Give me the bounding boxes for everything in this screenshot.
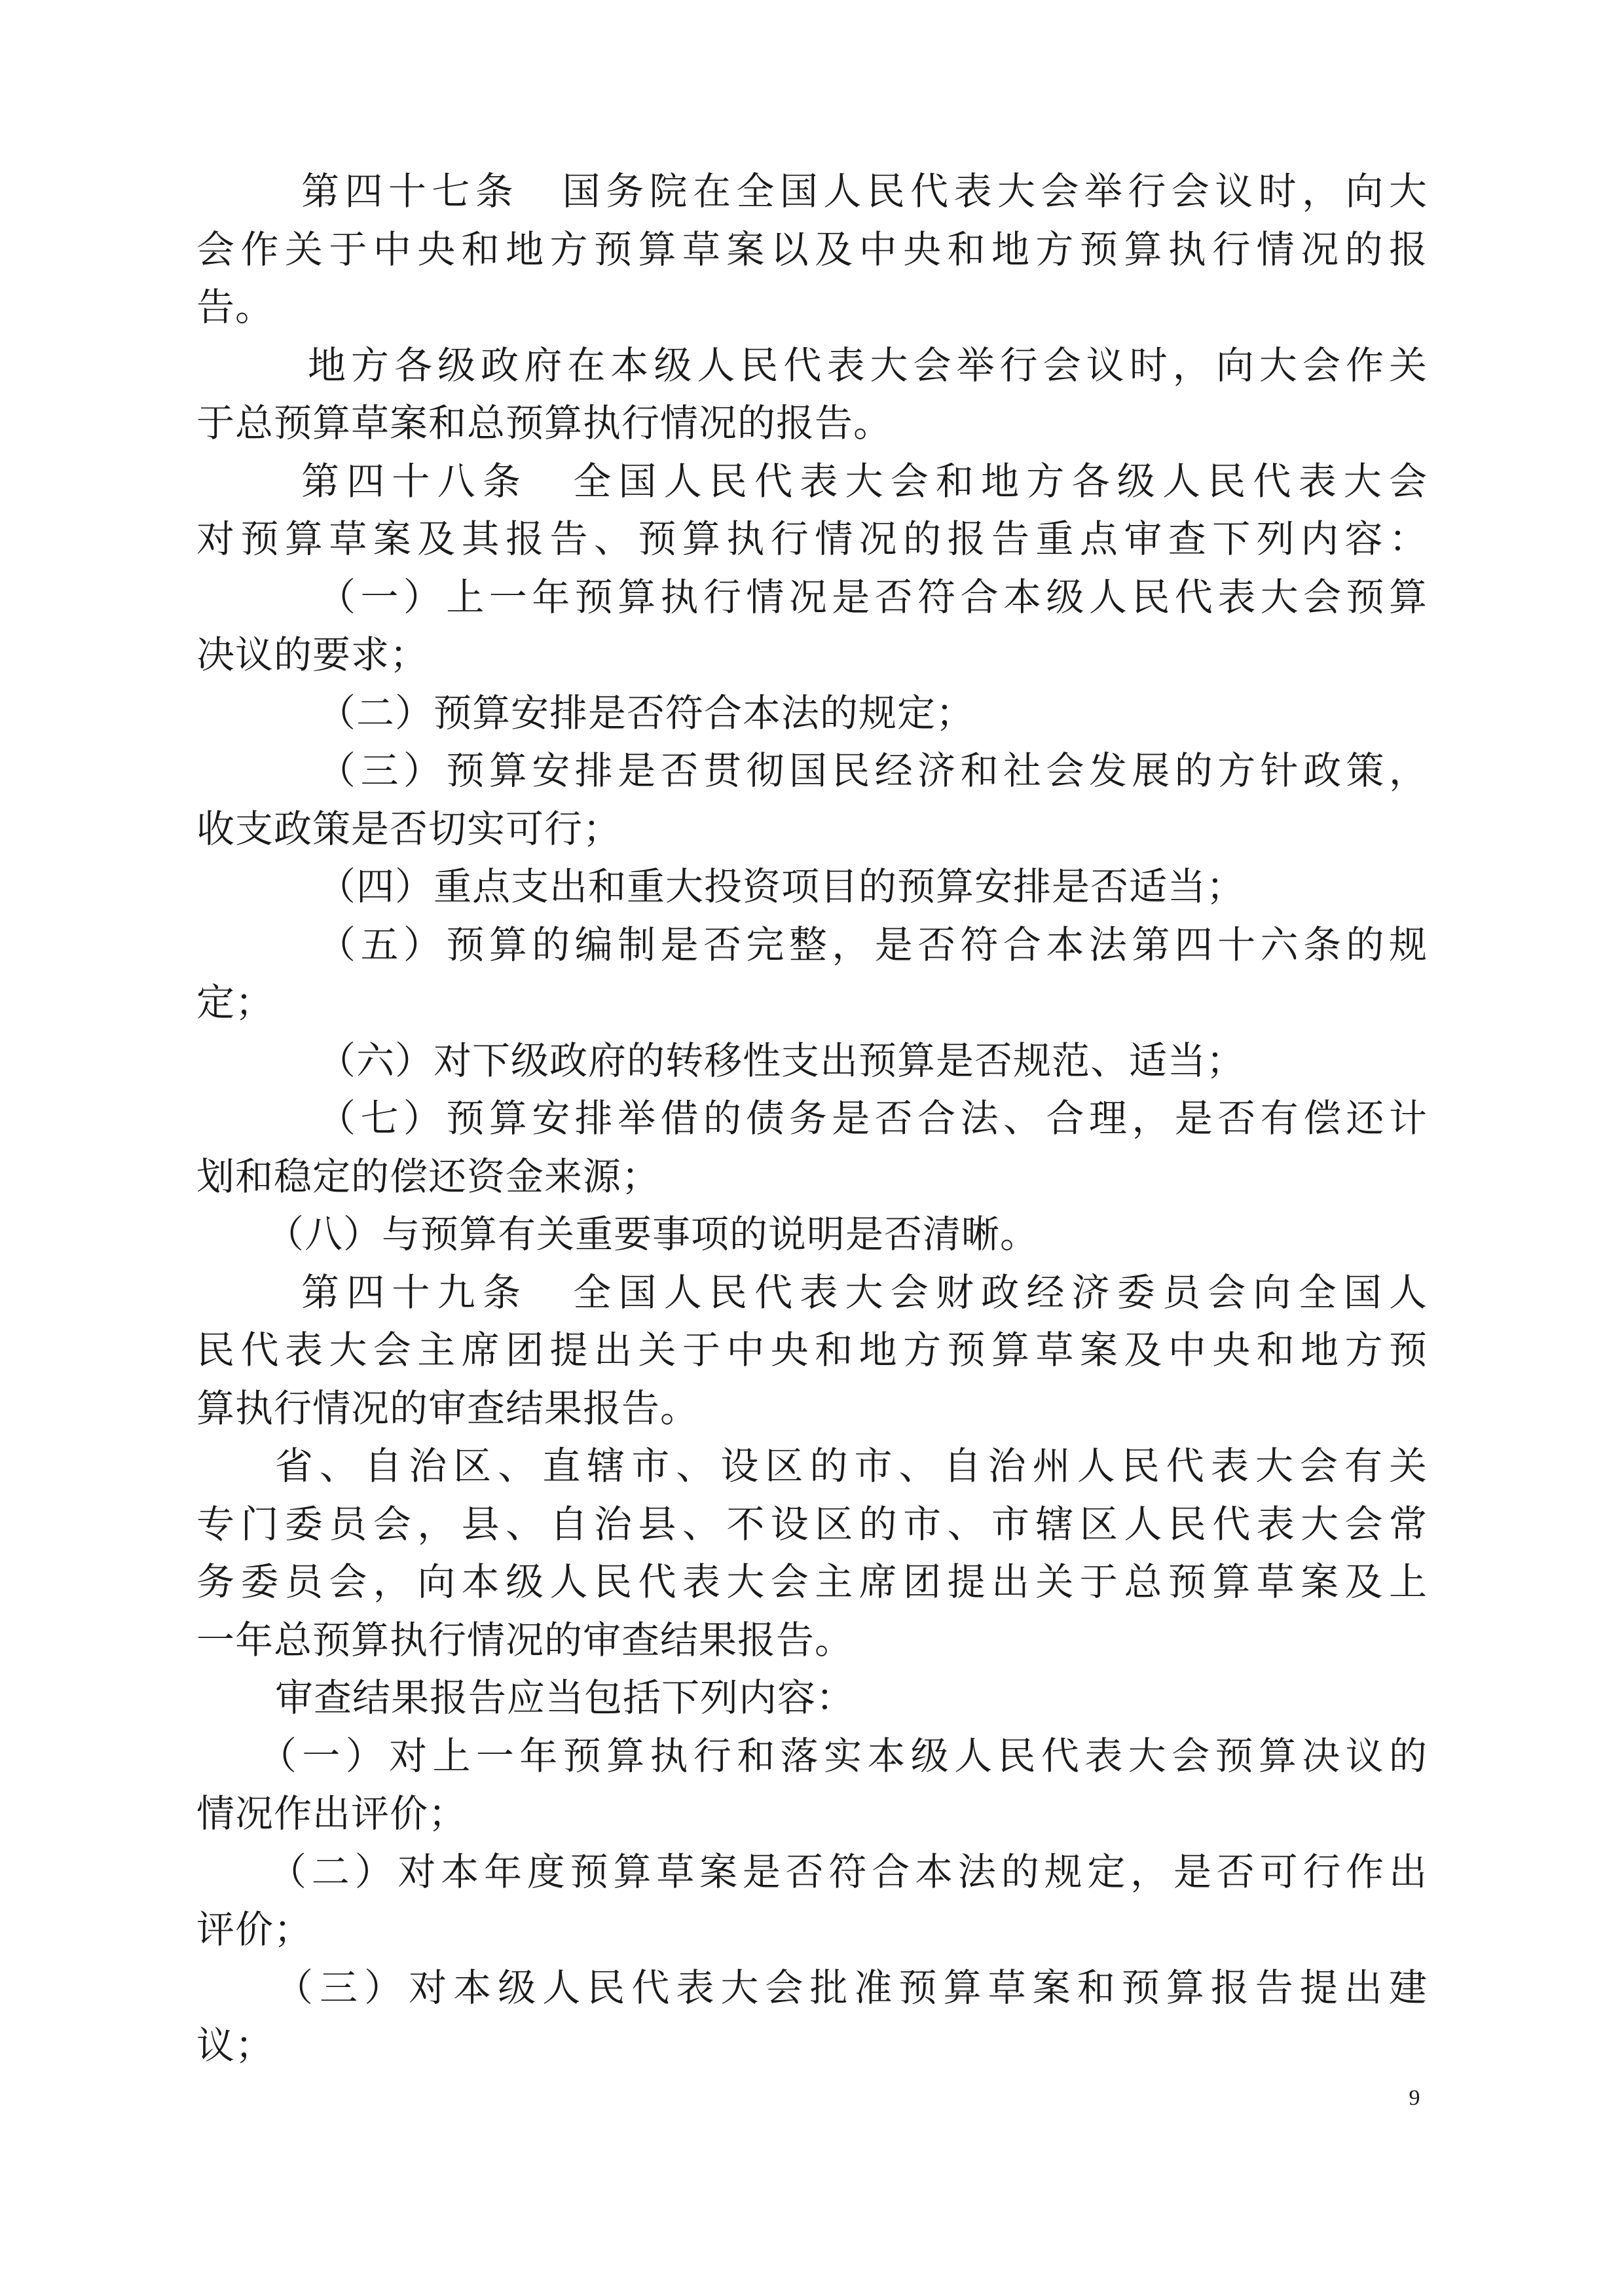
article-48-item-1-line xyxy=(196,626,1428,684)
text-line: （三）预算安排是否贯彻国民经济和社会发展的方针政策， xyxy=(318,748,1428,793)
page-number: 9 xyxy=(1409,2086,1420,2110)
article-49-paragraph-2-line xyxy=(196,1495,1428,1554)
article-48-item-5-line xyxy=(196,916,1428,974)
text-line: 于总预算草案和总预算执行情况的报告。 xyxy=(196,401,893,445)
text-line: 收支政策是否切实可行； xyxy=(196,806,622,851)
text-line: 算执行情况的审查结果报告。 xyxy=(196,1385,699,1430)
text-line: 情况作出评价； xyxy=(196,1791,468,1836)
article-48-item-3-line xyxy=(196,742,1428,800)
text-line: 划和稳定的偿还资金来源； xyxy=(196,1154,661,1199)
article-49-item-2-line xyxy=(196,1901,1428,1959)
text-line: 第四十九条 全国人民代表大会财政经济委员会向全国人 xyxy=(301,1269,1428,1315)
article-48-item-1-line xyxy=(196,568,1428,627)
article-47-line xyxy=(196,221,1428,279)
text-line: （六）对下级政府的转移性支出预算是否规范、适当； xyxy=(318,1038,1246,1083)
article-49-line xyxy=(196,1321,1428,1379)
article-49-paragraph-2-line xyxy=(196,1437,1428,1495)
article-48-item-3-line xyxy=(196,800,1428,858)
article-48-item-7-line xyxy=(196,1148,1428,1206)
text-line: 决议的要求； xyxy=(196,632,429,677)
article-49-item-3-line xyxy=(196,1959,1428,2017)
text-line: （八）与预算有关重要事项的说明是否清晰。 xyxy=(266,1212,1039,1256)
article-49-item-1-line xyxy=(196,1727,1428,1785)
article-49-heading-line xyxy=(196,1264,1428,1322)
text-line: 会作关于中央和地方预算草案以及中央和地方预算执行情况的报 xyxy=(196,227,1428,272)
text-line: 审查结果报告应当包括下列内容： xyxy=(275,1675,855,1720)
article-47-line xyxy=(196,278,1428,337)
article-48-item-2-line xyxy=(196,684,1428,742)
article-48-line xyxy=(196,510,1428,568)
article-49-paragraph-2-line xyxy=(196,1553,1428,1611)
text-line: （三）对本级人民代表大会批准预算草案和预算报告提出建 xyxy=(275,1965,1428,2010)
article-48-item-7-line xyxy=(196,1089,1428,1148)
text-line: （五）预算的编制是否完整，是否符合本法第四十六条的规 xyxy=(318,922,1428,967)
text-line: 告。 xyxy=(196,285,274,329)
article-49-item-2-line xyxy=(196,1843,1428,1901)
document-body xyxy=(196,162,1428,2075)
text-line: 地方各级政府在本级人民代表大会举行会议时，向大会作关 xyxy=(308,342,1428,388)
article-49-paragraph-2-line xyxy=(196,1611,1428,1669)
text-line: （一）上一年预算执行情况是否符合本级人民代表大会预算 xyxy=(318,574,1428,619)
article-48-item-6-line xyxy=(196,1032,1428,1090)
article-49-line xyxy=(196,1379,1428,1438)
text-line: （七）预算安排举借的债务是否合法、合理，是否有偿还计 xyxy=(318,1096,1428,1140)
text-line: 定； xyxy=(196,980,274,1025)
text-line: （一）对上一年预算执行和落实本级人民代表大会预算决议的 xyxy=(259,1733,1428,1778)
article-47-paragraph-2-line xyxy=(196,337,1428,395)
text-line: 议； xyxy=(196,2023,274,2068)
text-line: （二）对本年度预算草案是否符合本法的规定，是否可行作出 xyxy=(268,1849,1428,1894)
article-48-item-4-line xyxy=(196,858,1428,916)
article-48-heading-line xyxy=(196,452,1428,511)
article-47-heading-line xyxy=(196,162,1428,221)
text-line: 第四十七条 国务院在全国人民代表大会举行会议时，向大 xyxy=(301,169,1428,213)
article-49-item-3-line xyxy=(196,2016,1428,2075)
text-line: 评价； xyxy=(196,1907,313,1952)
text-line: 专门委员会，县、自治县、不设区的市、市辖区人民代表大会常 xyxy=(196,1501,1428,1546)
text-line: 民代表大会主席团提出关于中央和地方预算草案及中央和地方预 xyxy=(196,1328,1428,1372)
article-47-paragraph-2-line xyxy=(196,394,1428,452)
article-48-item-8-line xyxy=(196,1205,1428,1264)
article-49-paragraph-3-line xyxy=(196,1669,1428,1727)
text-line: 第四十八条 全国人民代表大会和地方各级人民代表大会 xyxy=(301,458,1428,503)
text-line: 务委员会，向本级人民代表大会主席团提出关于总预算草案及上 xyxy=(196,1559,1428,1604)
article-49-item-1-line xyxy=(196,1785,1428,1843)
text-line: 省、自治区、直辖市、设区的市、自治州人民代表大会有关 xyxy=(275,1444,1428,1488)
text-line: （二）预算安排是否符合本法的规定； xyxy=(318,690,975,735)
article-48-item-5-line xyxy=(196,974,1428,1032)
text-line: 对预算草案及其报告、预算执行情况的报告重点审查下列内容： xyxy=(196,517,1428,561)
text-line: （四）重点支出和重大投资项目的预算安排是否适当； xyxy=(318,864,1246,909)
text-line: 一年总预算执行情况的审查结果报告。 xyxy=(196,1617,854,1662)
